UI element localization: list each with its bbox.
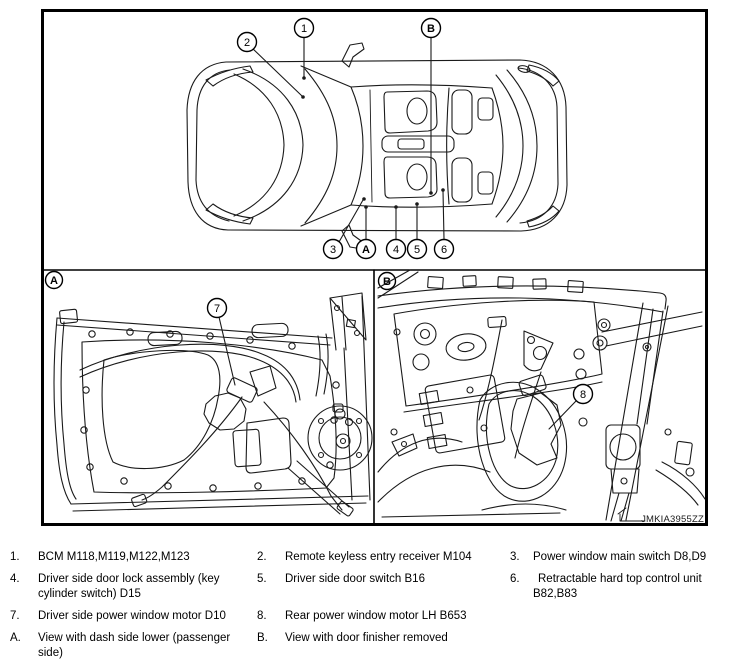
rear-bumper-line bbox=[518, 68, 558, 223]
legend-number-7: 7. bbox=[10, 610, 20, 622]
taillight-left bbox=[527, 65, 559, 86]
legend-number-B: B. bbox=[257, 632, 268, 644]
callout-7-label: 7 bbox=[213, 303, 221, 315]
front-bumper-line bbox=[196, 70, 230, 221]
taillight-right bbox=[527, 206, 559, 227]
seatbelt-retractor bbox=[606, 309, 663, 521]
legend-text-B: View with door finisher removed bbox=[285, 632, 448, 644]
legend-number-8: 8. bbox=[257, 610, 267, 622]
legend-number-1: 1. bbox=[10, 551, 20, 563]
windshield-header bbox=[351, 87, 363, 205]
legend-text-6: Retractable hard top control unit B82,B83 bbox=[533, 573, 702, 600]
callout-1-label: 1 bbox=[300, 23, 308, 35]
callout-2-label: 2 bbox=[243, 37, 251, 49]
panel-b-corner-label: B bbox=[383, 276, 391, 288]
mirror-bracket bbox=[330, 293, 366, 340]
figure-box bbox=[41, 9, 708, 526]
front-seats bbox=[382, 91, 454, 198]
door-panel-view-a bbox=[46, 272, 373, 517]
callout-4-label: 4 bbox=[392, 244, 400, 256]
legend-text-1: BCM M118,M119,M122,M123 bbox=[38, 551, 190, 563]
legend-number-3: 3. bbox=[510, 551, 520, 563]
legend-number-2: 2. bbox=[257, 551, 267, 563]
headlight-left bbox=[206, 66, 253, 86]
callout-8-label: 8 bbox=[579, 389, 587, 401]
legend-number-5: 5. bbox=[257, 573, 267, 585]
door-speaker bbox=[308, 406, 372, 470]
rear-deck bbox=[492, 65, 537, 222]
mirror-left bbox=[342, 43, 364, 67]
power-window-motor bbox=[204, 366, 276, 467]
legend-text-7: Driver side power window motor D10 bbox=[38, 610, 226, 622]
door-screws bbox=[81, 329, 339, 491]
callout-5-label: 5 bbox=[413, 244, 421, 256]
car-leader-lines bbox=[252, 38, 445, 242]
figure-watermark: JMKIA3955ZZ bbox=[641, 514, 704, 523]
legend-text-8: Rear power window motor LH B653 bbox=[285, 610, 467, 622]
legend-text-3: Power window main switch D8,D9 bbox=[533, 551, 707, 563]
body-panel-view-b bbox=[378, 270, 705, 523]
car-top-view bbox=[187, 19, 567, 259]
legend-text-4: Driver side door lock assembly (key cylinder switch) D15 bbox=[38, 573, 220, 600]
legend-text-A: View with dash side lower (passenger side) bbox=[38, 632, 231, 659]
legend-number-6: 6. bbox=[510, 573, 520, 585]
callout-A-label: A bbox=[362, 244, 370, 256]
cowl-line bbox=[305, 69, 337, 223]
legend-number-4: 4. bbox=[10, 573, 20, 585]
legend-text-5: Driver side door switch B16 bbox=[285, 573, 425, 585]
figure-svg bbox=[44, 12, 705, 523]
legend bbox=[10, 550, 735, 661]
callout-3-label: 3 bbox=[329, 244, 337, 256]
callout-6-label: 6 bbox=[440, 244, 448, 256]
panel-a-corner-label: A bbox=[50, 275, 58, 287]
legend-text-2: Remote keyless entry receiver M104 bbox=[285, 551, 472, 563]
callout-B-label: B bbox=[427, 23, 435, 35]
legend-number-A: A. bbox=[10, 632, 21, 644]
